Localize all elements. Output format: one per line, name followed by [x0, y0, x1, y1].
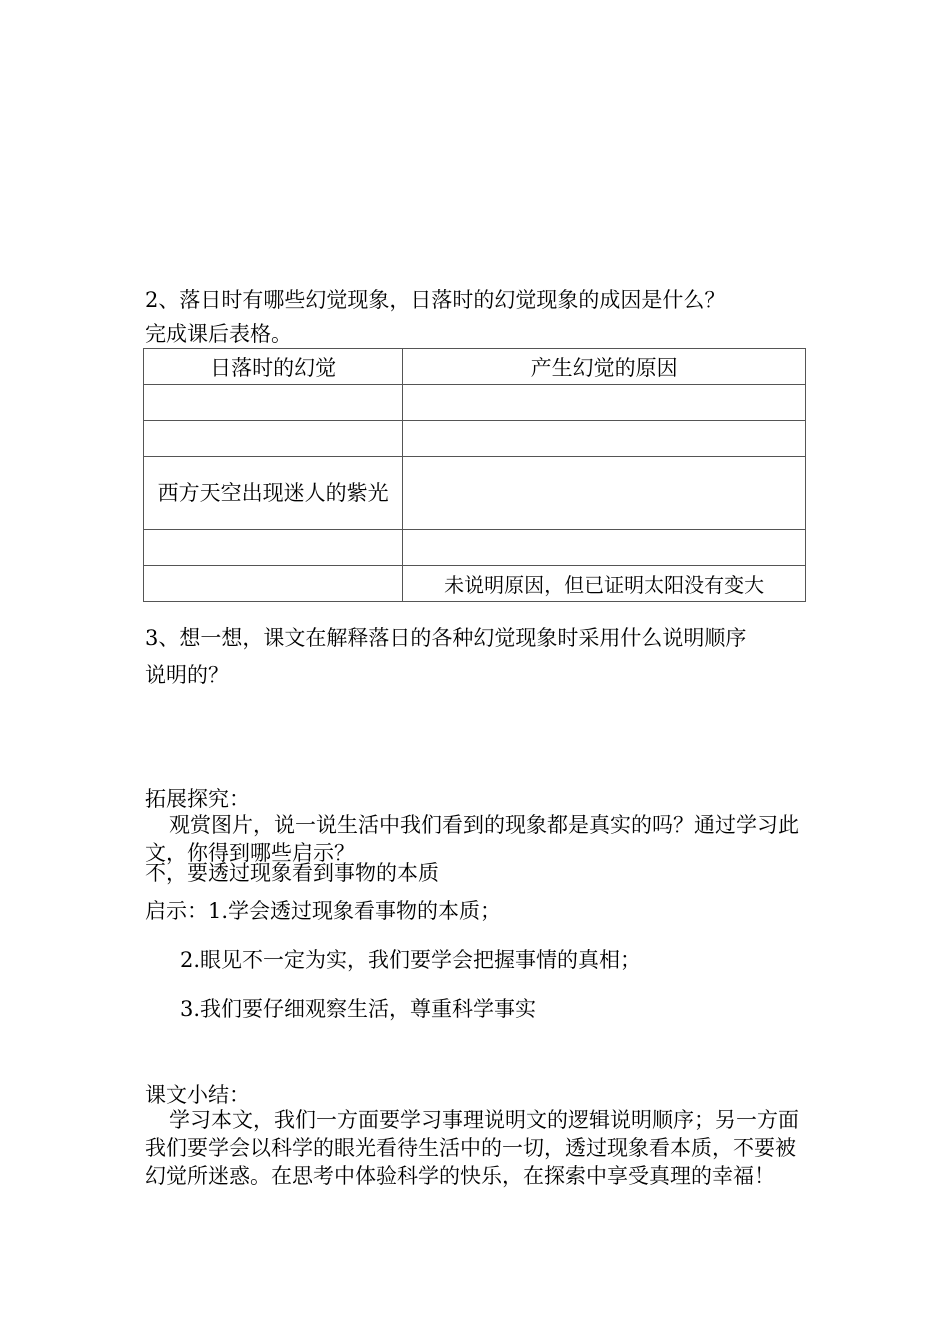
table-header-row: [144, 349, 806, 385]
table-cell: [144, 421, 403, 457]
question-2-line2: 完成课后表格。: [145, 322, 292, 346]
question-3-line2: 说明的？: [145, 663, 229, 687]
summary-title: 课文小结：: [145, 1083, 250, 1107]
table-row: [144, 457, 806, 530]
question-3-line1: 3、想一想，课文在解释落日的各种幻觉现象时采用什么说明顺序: [145, 626, 747, 650]
extension-answer: 不，要透过现象看到事物的本质: [145, 861, 439, 885]
insight-3: 3.我们要仔细观察生活，尊重科学事实: [180, 997, 537, 1021]
table-cell: 未说明原因，但已证明太阳没有变大: [403, 566, 806, 602]
question-2-line1: 2、落日时有哪些幻觉现象，日落时的幻觉现象的成因是什么？: [145, 288, 726, 312]
table-header-cause: 产生幻觉的原因: [403, 349, 806, 385]
table-row: [144, 385, 806, 421]
summary-text: 学习本文，我们一方面要学习事理说明文的逻辑说明顺序；另一方面我们要学会以科学的眼光看待生活中的一切，透过现象看本质，不要被幻觉所迷惑。在思考中体验科学的快乐，在探索中享受真理的幸福！: [145, 1108, 799, 1188]
table-cell: 西方天空出现迷人的紫光: [144, 457, 403, 530]
table-cell: [403, 530, 806, 566]
table-row: [144, 530, 806, 566]
illusion-table: [143, 348, 806, 602]
table-cell: [144, 566, 403, 602]
table-header-illusion: 日落时的幻觉: [144, 349, 403, 385]
insight-2: 2.眼见不一定为实，我们要学会把握事情的真相；: [180, 948, 642, 972]
extension-prompt: 观赏图片，说一说生活中我们看到的现象都是真实的吗？通过学习此文，你得到哪些启示？: [145, 813, 799, 865]
table-row: [144, 421, 806, 457]
table-cell: [144, 385, 403, 421]
extension-title: 拓展探究：: [145, 787, 250, 811]
insight-1: 启示：1.学会透过现象看事物的本质；: [145, 899, 502, 923]
table-cell: [403, 385, 806, 421]
table-cell: [144, 530, 403, 566]
table-row: [144, 566, 806, 602]
table-cell: [403, 421, 806, 457]
table-cell: [403, 457, 806, 530]
